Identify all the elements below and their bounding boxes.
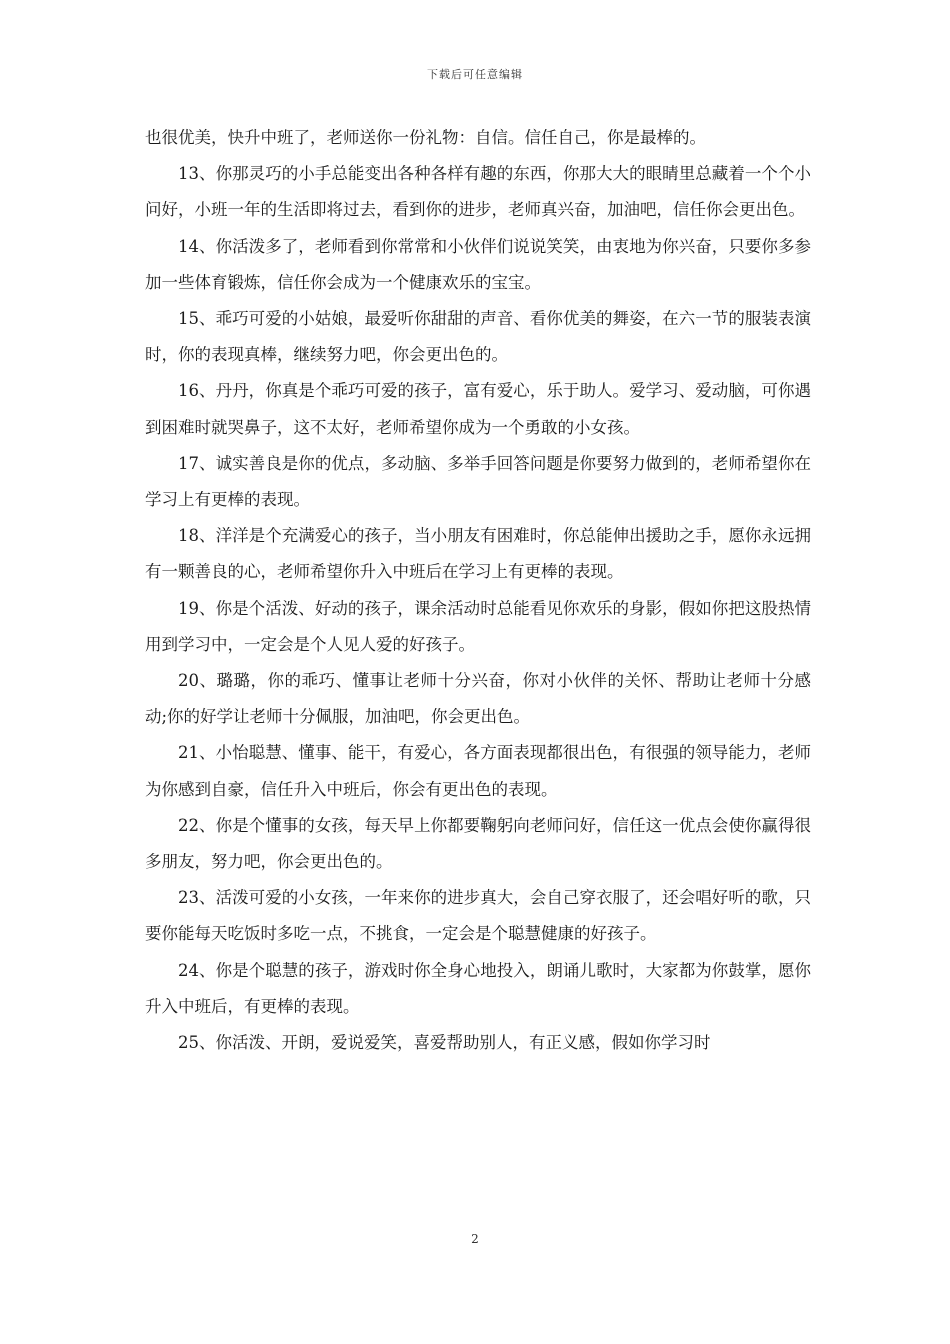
paragraph: 23、活泼可爱的小女孩，一年来你的进步真大，会自己穿衣服了，还会唱好听的歌，只要你能每天吃饭时多吃一点，不挑食，一定会是个聪慧健康的好孩子。 xyxy=(145,888,811,944)
document-body xyxy=(145,120,811,1061)
paragraph: 19、你是个活泼、好动的孩子，课余活动时总能看见你欢乐的身影，假如你把这股热情用到学习中，一定会是个人见人爱的好孩子。 xyxy=(145,598,811,654)
paragraph: 16、丹丹，你真是个乖巧可爱的孩子，富有爱心，乐于助人。爱学习、爱动脑，可你遇到困难时就哭鼻子，这不太好，老师希望你成为一个勇敢的小女孩。 xyxy=(145,381,811,437)
paragraph: 20、璐璐，你的乖巧、懂事让老师十分兴奋，你对小伙伴的关怀、帮助让老师十分感动;你的好学让老师十分佩服，加油吧，你会更出色。 xyxy=(145,671,811,727)
paragraph: 18、洋洋是个充满爱心的孩子，当小朋友有困难时，你总能伸出援助之手，愿你永远拥有一颗善良的心，老师希望你升入中班后在学习上有更棒的表现。 xyxy=(145,526,811,582)
paragraph: 13、你那灵巧的小手总能变出各种各样有趣的东西，你那大大的眼睛里总藏着一个个小问好，小班一年的生活即将过去，看到你的进步，老师真兴奋，加油吧，信任你会更出色。 xyxy=(145,164,811,220)
paragraph: 25、你活泼、开朗，爱说爱笑，喜爱帮助别人，有正义感，假如你学习时 xyxy=(178,1033,711,1053)
page-number: 2 xyxy=(471,1232,479,1246)
paragraph: 14、你活泼多了，老师看到你常常和小伙伴们说说笑笑，由衷地为你兴奋，只要你多参加一些体育锻炼，信任你会成为一个健康欢乐的宝宝。 xyxy=(145,236,811,292)
paragraph: 15、乖巧可爱的小姑娘，最爱听你甜甜的声音、看你优美的舞姿，在六一节的服装表演时，你的表现真棒，继续努力吧，你会更出色的。 xyxy=(145,309,811,365)
paragraph: 也很优美，快升中班了，老师送你一份礼物：自信。信任自己，你是最棒的。 xyxy=(145,128,706,147)
page-header: 下载后可任意编辑 xyxy=(427,68,523,81)
paragraph: 24、你是个聪慧的孩子，游戏时你全身心地投入，朗诵儿歌时，大家都为你鼓掌，愿你升入中班后，有更棒的表现。 xyxy=(145,960,811,1016)
paragraph: 22、你是个懂事的女孩，每天早上你都要鞠躬向老师问好，信任这一优点会使你赢得很多朋友，努力吧，你会更出色的。 xyxy=(145,815,811,872)
paragraph: 21、小怡聪慧、懂事、能干，有爱心，各方面表现都很出色，有很强的领导能力，老师为你感到自豪，信任升入中班后，你会有更出色的表现。 xyxy=(145,743,811,799)
paragraph: 17、诚实善良是你的优点，多动脑、多举手回答问题是你要努力做到的，老师希望你在学习上有更棒的表现。 xyxy=(145,453,811,510)
